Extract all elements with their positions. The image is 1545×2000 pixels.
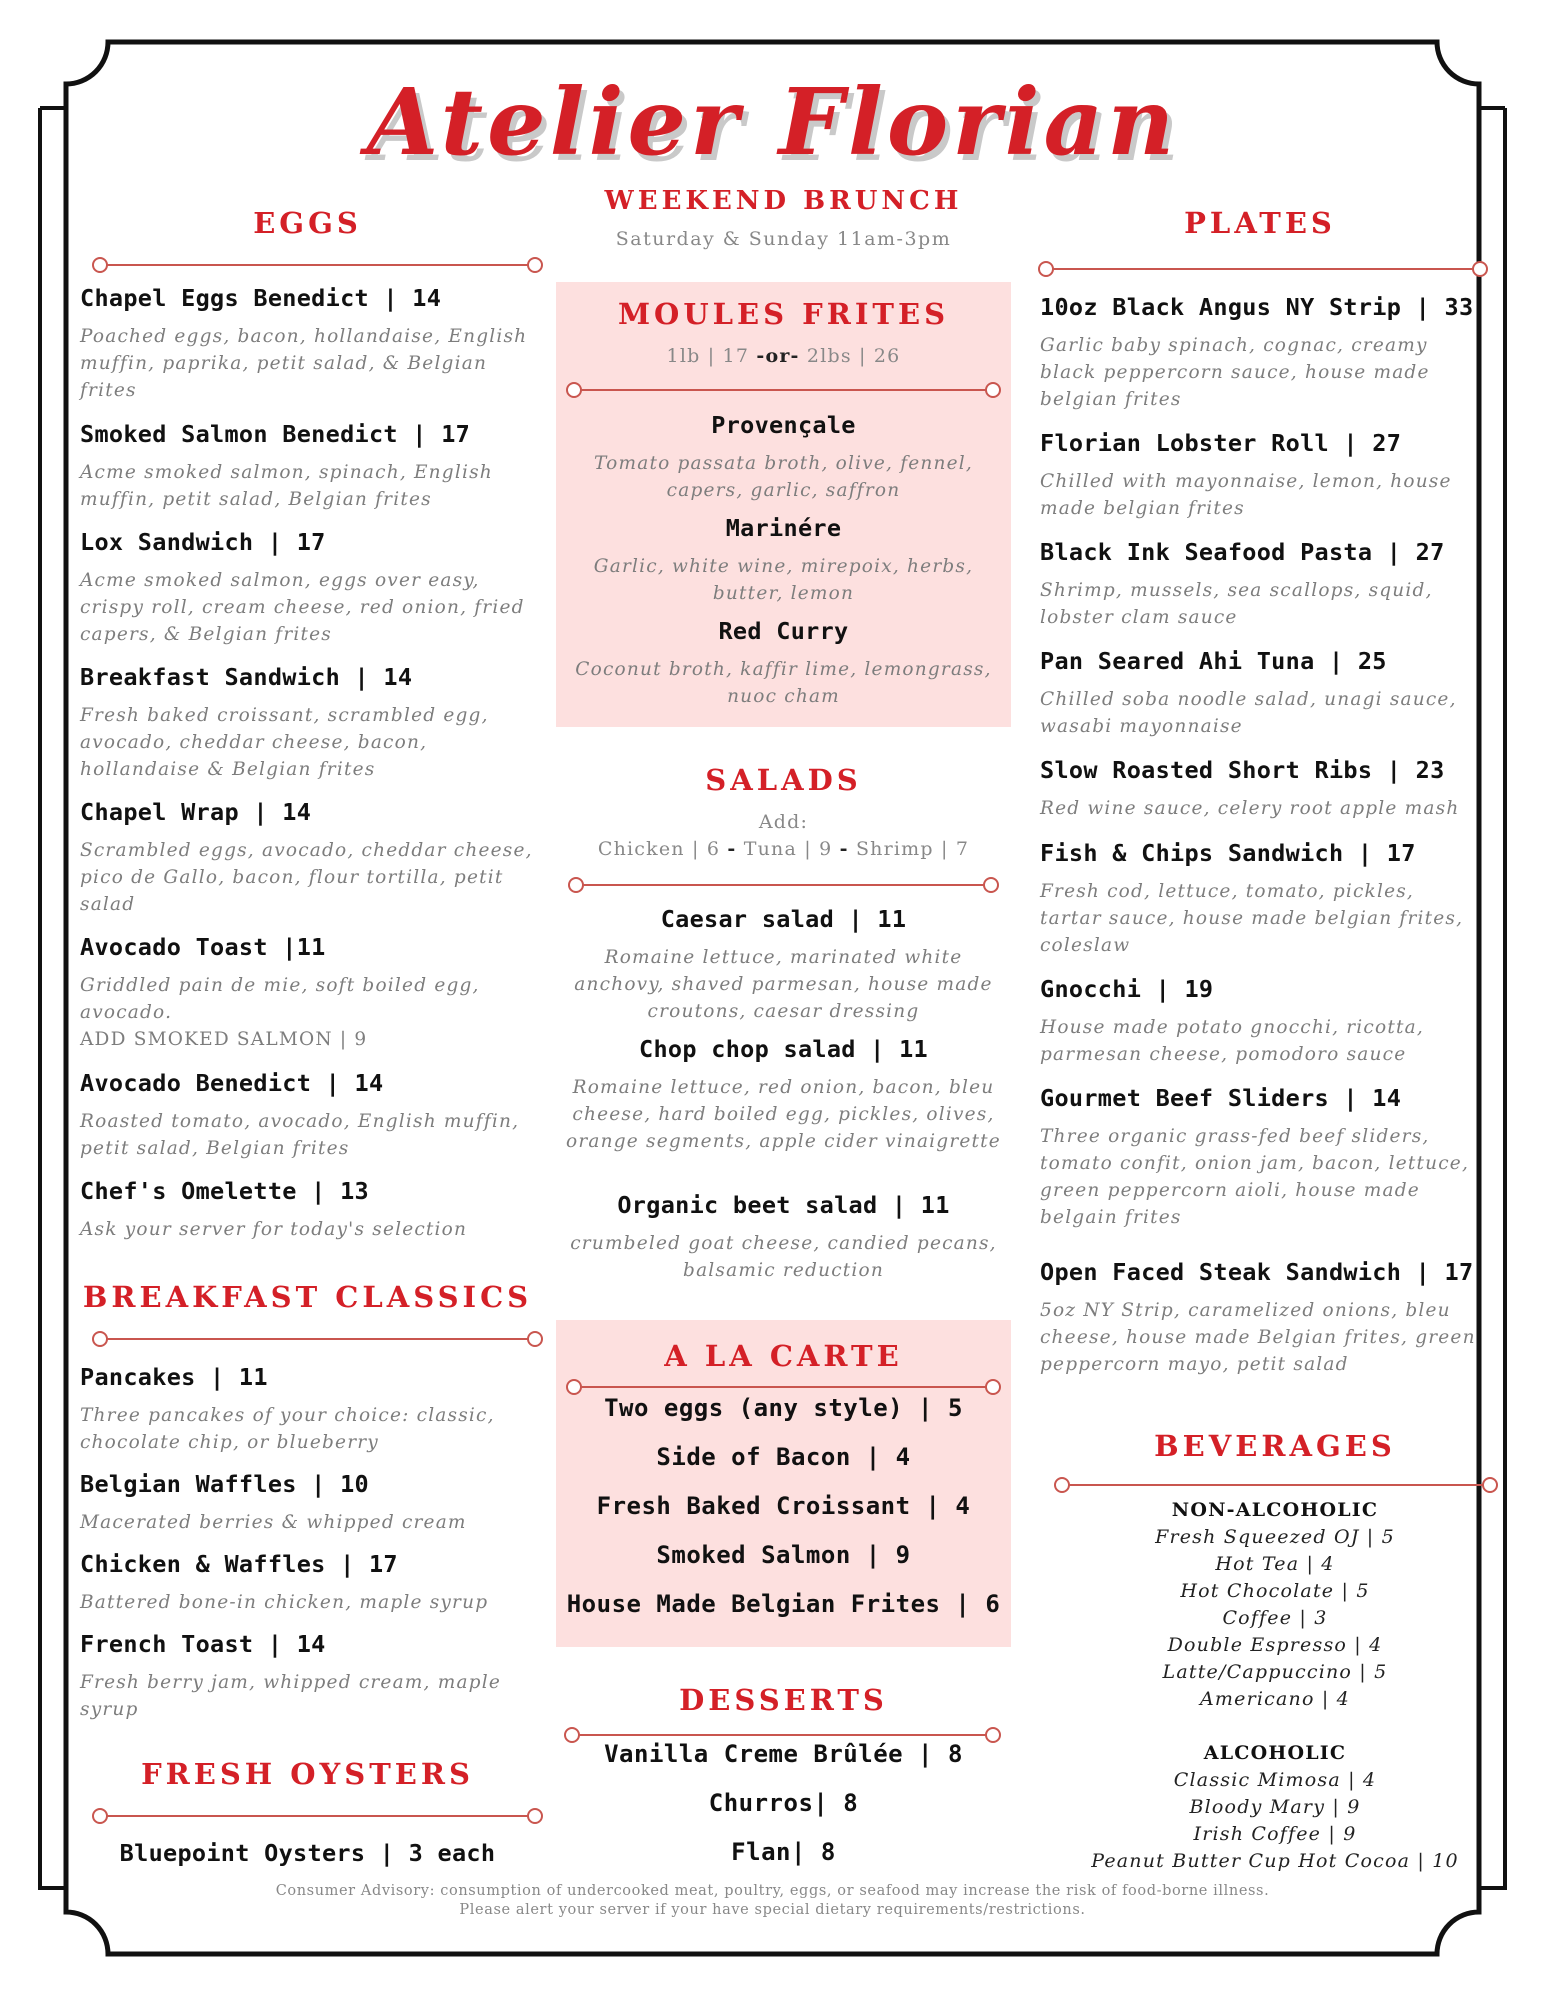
divider <box>568 874 999 896</box>
menu-item: Provençale Tomato passata broth, olive, fennel, capers, garlic, saffron <box>594 411 973 501</box>
menu-item: Lox Sandwich | 17 Acme smoked salmon, eggs over easy, crispy roll, cream cheese, red onion, fried capers, & Belgian frites <box>80 528 525 645</box>
menu-item: Avocado Benedict | 14 Roasted tomato, avocado, English muffin, petit salad, Belgian frites <box>80 1069 520 1159</box>
divider <box>1038 258 1488 280</box>
menu-item: French Toast | 14 Fresh berry jam, whipped cream, maple syrup <box>80 1630 501 1720</box>
menu-item: Organic beet salad | 11 crumbeled goat cheese, candied pecans, balsamic reduction <box>570 1191 997 1281</box>
beverage-item: Hot Tea | 4 <box>1215 1553 1335 1575</box>
section-title-eggs: EGGS <box>253 206 362 240</box>
beverage-item: Americano | 4 <box>1200 1688 1350 1710</box>
salad-add-label: Add: <box>758 811 809 833</box>
section-title-beverages: BEVERAGES <box>1154 1429 1396 1463</box>
alcoholic-heading: ALCOHOLIC <box>1203 1742 1347 1764</box>
beverage-item: Double Espresso | 4 <box>1167 1634 1383 1656</box>
a-la-carte-item: Fresh Baked Croissant | 4 <box>596 1492 971 1520</box>
section-title-plates: PLATES <box>1184 206 1336 240</box>
beverage-item: Peanut Butter Cup Hot Cocoa | 10 <box>1091 1850 1459 1872</box>
beverage-list <box>1050 1497 1500 1875</box>
section-title-salads: SALADS <box>705 763 862 797</box>
menu-item: Belgian Waffles | 10 Macerated berries & whipped cream <box>80 1470 467 1533</box>
menu-item: Caesar salad | 11 Romaine lettuce, marinated white anchovy, shaved parmesan, house made croutons, caesar dressing <box>574 905 993 1022</box>
beverage-item: Hot Chocolate | 5 <box>1180 1580 1370 1602</box>
service-hours: Saturday & Sunday 11am-3pm <box>615 228 952 250</box>
menu-item: Chapel Wrap | 14 Scrambled eggs, avocado, cheddar cheese, pico de Gallo, bacon, flour tortilla, petit salad <box>80 798 533 915</box>
restaurant-logo: Atelier Florian <box>366 68 1179 176</box>
beverage-item: Coffee | 3 <box>1222 1607 1328 1629</box>
consumer-advisory: Consumer Advisory: consumption of undercooked meat, poultry, eggs, or seafood may increase the risk of food-borne illness. Please alert your server if your have special dietary requirements/restrictions. <box>275 1883 1270 1918</box>
divider <box>1054 1474 1498 1496</box>
menu-item: Slow Roasted Short Ribs | 23 Red wine sauce, celery root apple mash <box>1040 756 1460 819</box>
menu-item: Bluepoint Oysters | 3 each <box>119 1839 496 1867</box>
menu-item: Gourmet Beef Sliders | 14 Three organic grass-fed beef sliders, tomato confit, onion jam, bacon, lettuce, green peppercorn aioli, house made belgain frites <box>1040 1084 1470 1228</box>
menu-item: Marinére Garlic, white wine, mirepoix, herbs, butter, lemon <box>593 514 974 604</box>
dessert-item: Flan| 8 <box>731 1838 836 1866</box>
menu-item: Fish & Chips Sandwich | 17 Fresh cod, lettuce, tomato, pickles, tartar sauce, house made belgian frites, coleslaw <box>1040 839 1464 956</box>
menu-item: Smoked Salmon Benedict | 17 Acme smoked salmon, spinach, English muffin, petit salad, Belgian frites <box>80 420 493 510</box>
menu-subtitle: WEEKEND BRUNCH <box>604 186 963 216</box>
divider <box>92 1805 543 1827</box>
menu-item: Chapel Eggs Benedict | 14 Poached eggs, bacon, hollandaise, English muffin, paprika, petit salad, & Belgian frites <box>80 284 528 401</box>
menu-item: 10oz Black Angus NY Strip | 33 Garlic baby spinach, cognac, creamy black peppercorn sauce, house made belgian frites <box>1040 293 1474 410</box>
menu-item: Chicken & Waffles | 17 Battered bone-in chicken, maple syrup <box>80 1550 489 1613</box>
menu-item: Open Faced Steak Sandwich | 17 5oz NY Strip, caramelized onions, bleu cheese, house made Belgian frites, green peppercorn mayo, petit salad <box>1040 1258 1476 1375</box>
a-la-carte-item: Two eggs (any style) | 5 <box>604 1394 963 1422</box>
menu-item: Red Curry Coconut broth, kaffir lime, lemongrass, nuoc cham <box>575 617 992 707</box>
menu-item: Chef's Omelette | 13 Ask your server for today's selection <box>80 1177 468 1240</box>
menu-item: Chop chop salad | 11 Romaine lettuce, red onion, bacon, bleu cheese, hard boiled egg, pickles, olives, orange segments, apple cider vinaigrette <box>566 1035 1001 1152</box>
a-la-carte-item: Smoked Salmon | 9 <box>656 1541 911 1569</box>
beverage-item: Irish Coffee | 9 <box>1193 1823 1357 1845</box>
a-la-carte-item: House Made Belgian Frites | 6 <box>566 1590 1001 1618</box>
divider <box>566 379 1001 401</box>
beverage-item: Bloody Mary | 9 <box>1189 1796 1361 1818</box>
moules-pricing: 1lb | 17 -or- 2lbs | 26 <box>666 345 901 367</box>
beverage-item: Fresh Squeezed OJ | 5 <box>1155 1526 1395 1548</box>
menu-item: Gnocchi | 19 House made potato gnocchi, ricotta, parmesan cheese, pomodoro sauce <box>1040 975 1424 1065</box>
section-title-a-la-carte: A LA CARTE <box>664 1339 903 1373</box>
menu-item: Florian Lobster Roll | 27 Chilled with mayonnaise, lemon, house made belgian frites <box>1040 429 1452 519</box>
a-la-carte-item: Side of Bacon | 4 <box>656 1443 911 1471</box>
section-title-desserts: DESSERTS <box>679 1683 888 1717</box>
divider <box>92 1328 543 1350</box>
menu-item: Breakfast Sandwich | 14 Fresh baked croissant, scrambled egg, avocado, cheddar cheese, bacon, hollandaise & Belgian frites <box>80 663 489 780</box>
section-title-fresh-oysters: FRESH OYSTERS <box>141 1757 474 1791</box>
section-title-moules-frites: MOULES FRITES <box>617 297 950 331</box>
non-alcoholic-heading: NON-ALCOHOLIC <box>1171 1499 1379 1521</box>
beverage-item: Classic Mimosa | 4 <box>1173 1769 1377 1791</box>
menu-item: Pancakes | 11 Three pancakes of your choice: classic, chocolate chip, or blueberry <box>80 1363 495 1453</box>
section-title-breakfast-classics: BREAKFAST CLASSICS <box>82 1280 533 1314</box>
menu-item: Pan Seared Ahi Tuna | 25 Chilled soba noodle salad, unagi sauce, wasabi mayonnaise <box>1040 647 1457 737</box>
beverage-item: Latte/Cappuccino | 5 <box>1162 1661 1388 1683</box>
add-on-note: ADD SMOKED SALMON | 9 <box>80 1029 368 1050</box>
salad-add-ons: Chicken | 6 - Tuna | 9 - Shrimp | 7 <box>597 838 970 860</box>
menu-item: Black Ink Seafood Pasta | 27 Shrimp, mussels, sea scallops, squid, lobster clam sauce <box>1040 538 1445 628</box>
dessert-item: Vanilla Creme Brûlée | 8 <box>604 1740 963 1768</box>
menu-item: Avocado Toast |11 Griddled pain de mie, soft boiled egg, avocado. ADD SMOKED SALMON | 9 <box>80 932 535 1053</box>
divider <box>92 254 543 276</box>
dessert-item: Churros| 8 <box>708 1789 859 1817</box>
